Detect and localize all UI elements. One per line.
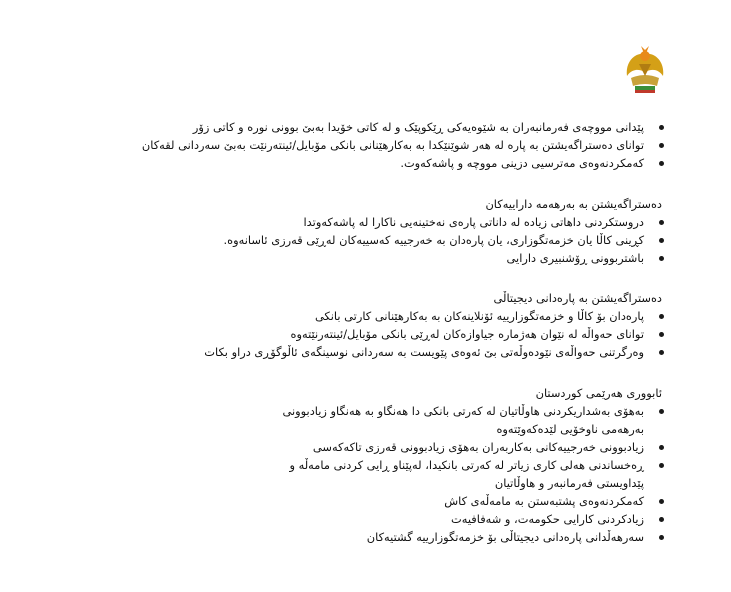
section-financial-products (110, 195, 670, 267)
list-item: ڕەخساندنی هەلی کاری زیاتر لە کەرتی بانکیدا، لەپێناو ڕایی کردنی مامەڵە و پێداویستی فەرمانبەر و هاوڵاتیان (269, 456, 644, 492)
list-item: باشتربوونی ڕۆشنبیری دارایی (110, 249, 644, 267)
list-item: توانای حەواڵە لە نێوان هەژمارە جیاوازەکان لەڕێی بانکی مۆبایل/ئینتەرنێتەوە (110, 325, 644, 343)
section-title: ئابووری هەرێمی کوردستان (535, 386, 662, 400)
section-bullet-list (110, 213, 670, 267)
list-item: پارەدان بۆ کاڵا و خزمەتگوزارییە ئۆنلاینەکان بە بەکارهێنانی کارتی بانکی (110, 307, 644, 325)
list-item: پێدانی مووچەی فەرمانبەران بە شێوەیەکی ڕێکوپێک و لە کاتی خۆیدا بەبێ بوونی نورە و کاتی زۆر (110, 118, 644, 136)
section-bullet-list (110, 307, 670, 361)
list-item: زیادبوونی خەرجییەکانی بەکاربەران بەهۆی زیادبوونی قەرزی تاکەکەسی (110, 438, 644, 456)
section-kurdistan-economy (110, 384, 670, 546)
list-item: سەرهەڵدانی پارەدانی دیجیتاڵی بۆ خزمەتگوزارییە گشتیەکان (110, 528, 644, 546)
list-item: کەمکردنەوەی پشتبەستن بە مامەڵەی کاش (110, 492, 644, 510)
list-item: زیادکردنی کارایی حکومەت، و شەفافیەت (110, 510, 644, 528)
list-item: توانای دەستراگەیشتن بە پارە لە هەر شوێنێکدا بە بەکارهێنانی بانکی مۆبایل/ئینتەرنێت بەبێ سەردانی لقەکان (110, 136, 644, 154)
list-item: دروستکردنی داهاتی زیادە لە داناتی پارەی نەختینەیی ناکارا لە پاشەکەوتدا (110, 213, 644, 231)
list-item: بەهۆی بەشداریکردنی هاوڵاتیان لە کەرتی بانکی دا هەنگاو بە هەنگاو زیادبوونی بەرهەمی ناوخۆیی لێدەکەوێتەوە (269, 402, 644, 438)
list-item: کڕینی کاڵا یان خزمەتگوزاری، یان پارەدان بە خەرجییە کەسییەکان لەڕێی قەرزی ئاسانەوە. (110, 231, 644, 249)
list-item: کەمکردنەوەی مەترسیی دزینی مووچە و پاشەکەوت. (110, 154, 644, 172)
section-digital-payments (110, 289, 670, 361)
list-item: وەرگرتنی حەواڵەی نێودەوڵەتی بێ ئەوەی پێویست بە سەردانی نوسینگەی ئاڵوگۆڕی دراو بکات (110, 343, 644, 361)
intro-bullet-list (110, 118, 670, 172)
section-title: دەستراگەیشتن بە پارەدانی دیجیتاڵی (493, 291, 662, 305)
section-bullet-list (110, 402, 670, 546)
krg-emblem-icon (621, 42, 669, 96)
section-title: دەستراگەیشتن بە بەرهەمە داراییەکان (485, 197, 662, 211)
document-body (110, 118, 670, 546)
